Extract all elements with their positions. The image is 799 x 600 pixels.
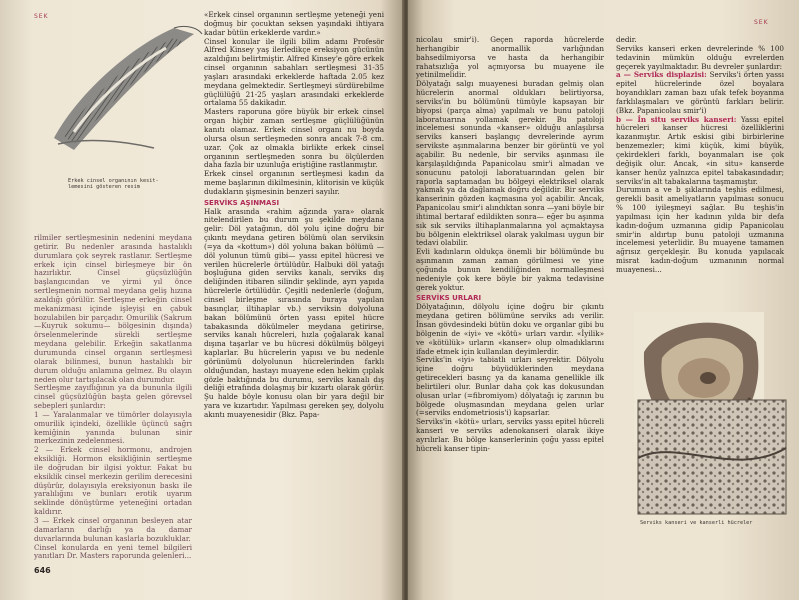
paragraph: Dölyatağının, dölyolu içine doğru bir çıkıntı meydana getiren bölümüne serviks adı verilir. İnsan gövdesindeki bütün doku ve organlar gibi bu bölgenin de «iyi» ve «kötü» urları vardır. «İyilik» ve «kötülük» urların «kanser» olup olmadıklarını ifade etmek için kullanılan deyimlerdir. <box>416 302 604 356</box>
right-column-1 <box>416 36 604 454</box>
in-situ-text: Yassı epitel hücreleri kanser hücresi özelliklerini kazanmıştır. Artık eskisi gibi birbirlerine benzemezler; kimi küçük, kimi büyük, çekirdekleri farklı, boyanmaları ise çok değişik olur. Ancak, «in situ» kanserde kanser henüz yalnızca epitel tabakasındadır; serviks'in alt tabakalarına taşmamıştır. <box>616 114 784 186</box>
photo-caption: Serviks kanseri ve kanserli hücreler <box>640 520 753 526</box>
paragraph: Dölyatağı salgı muayenesi buradan gelmiş olan hücrelerin anormal oldukları belirtiyorsa, serviks'in bu bölümünü tümüyle kapsayan bir biyopsi (parça alma) yapılmalı ve bunu patoloji laboratuarına yollamak gerekir. Bu patoloji incelemesi sonunda «kanser» olduğu anlaşılırsa serviks kanseri başlangıç devrelerinde ayrım servikste aşınmalarına benzer bir görüntü ve yol açabilir. Bu nedenle, bir serviks aşınması ile karşılaşıldığında Papanicolau smir'i almadan ve sonucunu patoloji laboratuarından gelen bir raporla saptamadan bu bölgeyi elektriksel olarak yakmak ya da dağlamak doğru değildir. Bir serviks kanserinin gözden kaçmasına yol açabilir. Ancak, Papanicolau smir'i alındıktan sonra —yani böyle bir ihtimal bertaraf edildikten sonra— eğer bu aşınma sık sık serviks iltihaplanmalarına yol açmaktaysa bu bölgenin elektriksel olarak yakılması uygun bir tedavi olabilir. <box>416 79 604 248</box>
serviks-displazisi-text: Serviks'i örten yassı epitel hücrelerinde özel boyalara boyandıkları zaman bazı ufak tefek boyanma farklılaşmaları ve görüntü farkları belirir. (Bkz. Papanicolau smir'i) <box>616 70 785 115</box>
right-running-head: SEK <box>754 19 769 26</box>
paragraph: Serviks'in «kötü» urları, serviks yassı epitel hücreli kanseri ve serviks adenokanseri olarak ikiye ayrılırlar. Bu bölge kanserlerinin çoğu yassı epitel hücreli kanser tipin- <box>416 417 604 453</box>
right-column-2 <box>616 36 784 275</box>
paragraph: 3 — Erkek cinsel organının besleyen atar damarların darlığı ya da damar duvarlarında bulunan kaslarla bozukluklar. <box>34 516 192 543</box>
paragraph-a <box>616 71 784 115</box>
figure-caption-line-2: lemesini gösteren resim <box>68 184 140 190</box>
left-column-1 <box>34 234 192 561</box>
left-column-2 <box>204 11 384 420</box>
paragraph: nicolau smir'i). Geçen raporda hücrelerde herhangibir anormallik varlığından bahsedilmiyorsa ve hasta da herhangibir rahatsızlığa yol açmıyorsa bu muayene ile yetinilmelidir. <box>416 35 604 80</box>
paragraph: Halk arasında «rahim ağzında yara» olarak nitelendirilen bu durum şu şekilde meydana gelir: Döl yatağının, döl yolu içine doğru bir çıkıntı meydana getiren bölümü olan serviksin (=ya da «kottum») döl yoluna bakan bölümü —döl yolunun tümü gibi— yassı epitel hücresi ve verilen hücrelerle örtülüdür. Halbuki döl yatağı boşluğuna giden serviks kanalı, serviks dış deliğinden itibaren silindir şeklinde, ayrı yapıda hücrelerle örtülüdür. Çeşitli nedenlerle (doğum, cinsel birleşme sırasında buraya yapılan basınçlar, iltihaplar vb.) serviksin dolyoluna bakan bölümünü örten yassı epitel hücre tabakasında dökülmeler meydana getirirse, serviks kanalı hücreleri, hızla çoğalarak kanal dışına taşarlar ve bu hücresi dökülmüş bölgeyi kaplarlar. Bu hücrelerin yapısı ve bu nedenle görünümü dolyolunun hücrelerinden farklı olduğundan, hastayı muayene eden hekim çıplak gözle baktığında bu durumu, serviks kanalı dış deliği etrafında dolaşmış bir kızartı olarak görür. Şu halde böyle konusu olan bir yara değil bir yara ve kızartıdır. Yapılması gereken şey, dolyolu akıntı muayenesidir (Bkz. Papa- <box>204 206 384 419</box>
paragraph: Cinsel konular ile ilgili bilim adamı Profesör Alfred Kinsey yaş ilerledikçe ereksiyon gücünün azaldığını belirtmiştir. Alfred Kinsey'e göre erkek cinsel organının sabahları sertleşmesi 31-35 yaşları arasındaki erkeklerde haftada 2.05 kez meydana gelmektedir. Sertleşmeyi sürdürebilme güçlülüğü 21-25 yaşları arasındaki erkeklerde ortalama 55 dakikadır. <box>204 36 384 108</box>
in-situ-title: b — İn situ serviks kanseri: <box>616 114 737 124</box>
paragraph: Durumun a ve b şıklarında teşhis edilmesi, gerekli basit ameliyatların yapılması sonucu % 100 iyileşmeyi sağlar. Bu teşhis'in yapılması için her kadının yılda bir defa kadın-doğum uzmanına gidip Papanicolau smir'in aldırtıp bunu patoloji uzmanına incelemesi yeterlidir. Bu muayene tamamen ağrısız gerçekleşir. Bu konuda yapılacak misrat kadın-doğum uzmanının normal muayenesi... <box>616 185 784 274</box>
paragraph: Evli kadınların oldukça önemli bir bölümünde bu aşınmanın zaman zaman görülmesi ve yine çoğunda bunun kendiliğinden normalleşmesi nedeniyle çok kere böyle bir yakma tedavisine gerek yoktur. <box>416 247 604 292</box>
section-title-serviks-urlari: SERVİKS URLARI <box>416 294 482 303</box>
figure-caption-line-1: Erkek cinsel organının kesit- <box>68 178 159 184</box>
paragraph: Erkek cinsel organının sertleşmesi kadın da meme başlarının dikilmesinin, klitorisin ve küçük dudakların şişmesinin benzeri sayılır. <box>204 169 384 196</box>
left-running-head: SEK <box>34 13 49 20</box>
paragraph: dedir. <box>616 35 637 44</box>
anatomy-illustration <box>34 20 210 170</box>
section-title-serviks-asinmasi: SERVİKS AŞINMASI <box>204 198 280 207</box>
paragraph: Serviks kanseri erken devrelerinde % 100 tedavinin mümkün olduğu evrelerden geçerek yayılmaktadır. Bu devreler şunlardır: <box>616 43 784 71</box>
paragraph: 2 — Erkek cinsel hormonu, androjen eksikliği. Hormon eksikliğinin sertleşme ile doğrudan bir ilgisi yoktur. Fakat bu eksiklik cinsel merkezin gerilim derecesini düşürür, dolayısıyla ereksiyonun baskı ile yaralılığını ve bunları erotik uyarım seklinde dönüştürme yeteneğini ortadan kaldırır. <box>34 445 192 517</box>
right-page <box>408 0 799 600</box>
serviks-displazisi-title: a — Serviks displazisi: <box>616 70 707 80</box>
paragraph: Cinsel konularda en yeni temel bilgileri yanıtları Dr. Masters raporunda gelenleri... <box>34 542 192 561</box>
paragraph: Serviks'in «iyi» tabiatlı urları seyrektir. Dölyolu içine doğru büyüdüklerinden meydana getirecekleri basınç ya da kanama genellikle ilk belirtileri olur. Bunlar daha çok kas dokusundan olusan urlar (=fibromiyom) dölyatağı iç zarının bu bölgede oluşmasından meydana gelen urlar (=serviks endometriosis'i) kapsarlar. <box>416 355 604 418</box>
paragraph: 1 — Yaralanmalar ve tümörler dolayısıyla omurilik içindeki, özellikle üçüncü sağrı kemiğinin yanında bulunan sinir merkezinin zedelenmesi. <box>34 409 192 446</box>
figure-caption <box>68 178 159 190</box>
page-number: 646 <box>34 566 51 575</box>
paragraph: rilmiler sertleşmesinin nedenini meydana getirir. Bu nedenler arasında hastalıklı durumlara çok seyrek rastlanır. Sertleşme erkek için cinsel birleşmeye bir ön hazırlıktır. Cinsel güçsüzlüğün başlangıcından ve yirmi yıl önce sertleşmenin normal meydana geliş hızına azaldığı görülür. Sertleşme erkeğin cinsel mekanizması içinde işleyişi en çabuk bozulabilen bir parçadır. Omurilik (Sakrum —Kuyruk sokumu— bölgesinin dışında) örselenmelerinde sürekli sertleşme meydana gelebilir. Erkeğin sakatlanma durumunda cinsel organın sertleşmesi olarak bilinmesi, bunun hastalıklı bir durum olduğu anlamına gelmez. Bu olayın neden olur tartışılacak olan durumdur. <box>34 233 192 384</box>
paragraph: «Erkek cinsel organının sertleşme yeteneği yeni doğmuş bir çocuktan seksen yaşındaki ihtiyara kadar bütün erkeklerde vardır.» <box>204 10 384 37</box>
micrograph-photo <box>636 398 788 518</box>
paragraph: Sertleşme zayıflığının ya da bununla ilgili cinsel güçsüzlüğün başta gelen görevsel sebepleri şunlardır: <box>34 383 192 411</box>
paragraph: Masters raporuna göre büyük bir erkek cinsel organ hiçbir zaman sertleşme güçlülüğünün kanıtı olamaz. Erkek cinsel organı nu boyda olursa olsun sertleşmeden sonra ancak 7-8 cm. uzar. Çok az olmakla birlikte erkek cinsel organının sertleşmeden sonra bu ölçülerden daha fazla bir uzunluğa eriştiğine rastlanmıştır. <box>204 107 384 170</box>
paragraph-b <box>616 116 784 187</box>
